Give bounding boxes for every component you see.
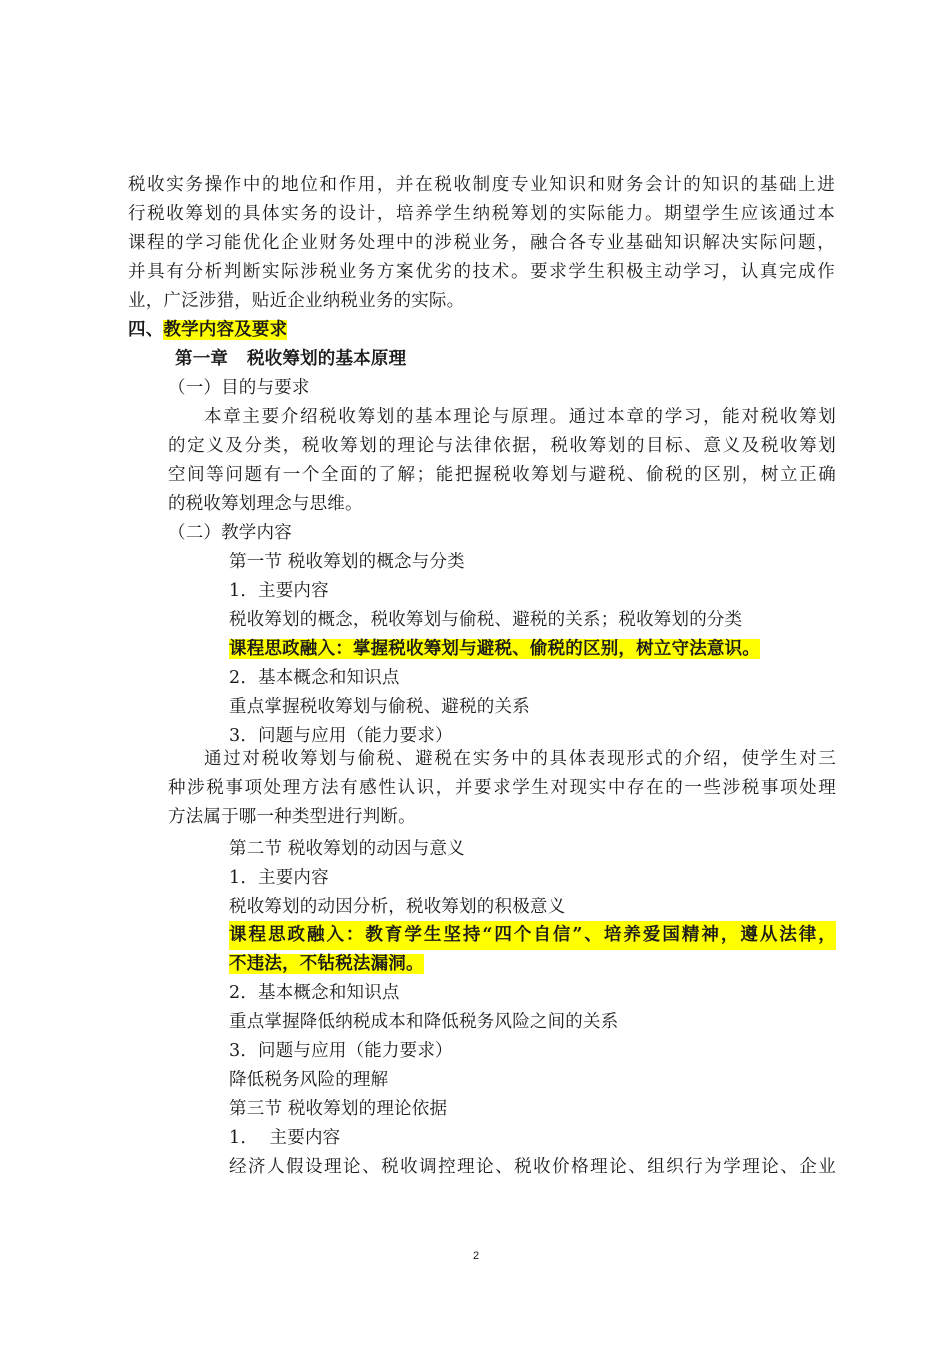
- sec2-ideology-1: [229, 921, 836, 950]
- section-number: 四、: [128, 320, 164, 340]
- chapter-title: 第一章 税收筹划的基本原理: [175, 349, 407, 369]
- sec2-apply-label: 3．问题与应用（能力要求）: [229, 1041, 453, 1061]
- section-title: 教学内容及要求: [163, 320, 288, 340]
- intro-line-1: 税收实务操作中的地位和作用，并在税收制度专业知识和财务会计的知识的基础上进: [128, 175, 835, 195]
- sec1-ideology-text: 课程思政融入：掌握税收筹划与避税、偷税的区别，树立守法意识。: [229, 639, 760, 659]
- sec2-ideology-text-2: 不违法，不钻税法漏洞。: [229, 954, 424, 974]
- sec2-title: 第二节 税收筹划的动因与意义: [229, 839, 465, 859]
- sec1-apply-line-1: 通过对税收筹划与偷税、避税在实务中的具体表现形式的介绍，使学生对三: [204, 749, 836, 769]
- sec2-apply-text: 降低税务风险的理解: [229, 1070, 389, 1090]
- sec1-title: 第一节 税收筹划的概念与分类: [229, 552, 465, 572]
- part1-heading: （一）目的与要求: [168, 378, 310, 398]
- sec2-concept-label: 2．基本概念和知识点: [229, 983, 400, 1003]
- intro-line-5: 业，广泛涉猎，贴近企业纳税业务的实际。: [128, 291, 465, 311]
- sec1-main-label: 1．主要内容: [229, 581, 329, 601]
- part1-line-3: 空间等问题有一个全面的了解；能把握税收筹划与避税、偷税的区别，树立正确: [168, 465, 836, 485]
- sec2-ideology-text-1: 课程思政融入：教育学生坚持“四个自信”、培养爱国精神，遵从法律，: [229, 921, 836, 950]
- sec3-main-label: 1． 主要内容: [229, 1128, 341, 1148]
- part1-line-4: 的税收筹划理念与思维。: [168, 494, 363, 514]
- sec2-main-text: 税收筹划的动因分析，税收筹划的积极意义: [229, 897, 566, 917]
- sec1-apply-label: 3．问题与应用（能力要求）: [229, 726, 453, 746]
- part1-line-1: 本章主要介绍税收筹划的基本理论与原理。通过本章的学习，能对税收筹划: [204, 407, 836, 427]
- sec1-concept-text: 重点掌握税收筹划与偷税、避税的关系: [229, 697, 530, 717]
- sec3-main-text: 经济人假设理论、税收调控理论、税收价格理论、组织行为学理论、企业: [229, 1157, 836, 1177]
- sec1-ideology: [229, 635, 760, 664]
- page-number: 2: [472, 1250, 480, 1262]
- sec2-ideology-2: [229, 950, 424, 979]
- sec1-concept-label: 2．基本概念和知识点: [229, 668, 400, 688]
- sec1-main-text: 税收筹划的概念，税收筹划与偷税、避税的关系；税收筹划的分类: [229, 610, 743, 630]
- sec2-main-label: 1．主要内容: [229, 868, 329, 888]
- intro-line-3: 课程的学习能优化企业财务处理中的涉税业务，融合各专业基础知识解决实际问题，: [128, 233, 835, 253]
- sec1-apply-line-3: 方法属于哪一种类型进行判断。: [168, 807, 416, 827]
- intro-line-4: 并具有分析判断实际涉税业务方案优劣的技术。要求学生积极主动学习，认真完成作: [128, 262, 835, 282]
- part1-line-2: 的定义及分类，税收筹划的理论与法律依据，税收筹划的目标、意义及税收筹划: [168, 436, 836, 456]
- part2-heading: （二）教学内容: [168, 523, 292, 543]
- section-heading: [128, 316, 287, 345]
- sec3-title: 第三节 税收筹划的理论依据: [229, 1099, 448, 1119]
- sec2-concept-text: 重点掌握降低纳税成本和降低税务风险之间的关系: [229, 1012, 619, 1032]
- sec1-apply-line-2: 种涉税事项处理方法有感性认识，并要求学生对现实中存在的一些涉税事项处理: [168, 778, 836, 798]
- intro-line-2: 行税收筹划的具体实务的设计，培养学生纳税筹划的实际能力。期望学生应该通过本: [128, 204, 835, 224]
